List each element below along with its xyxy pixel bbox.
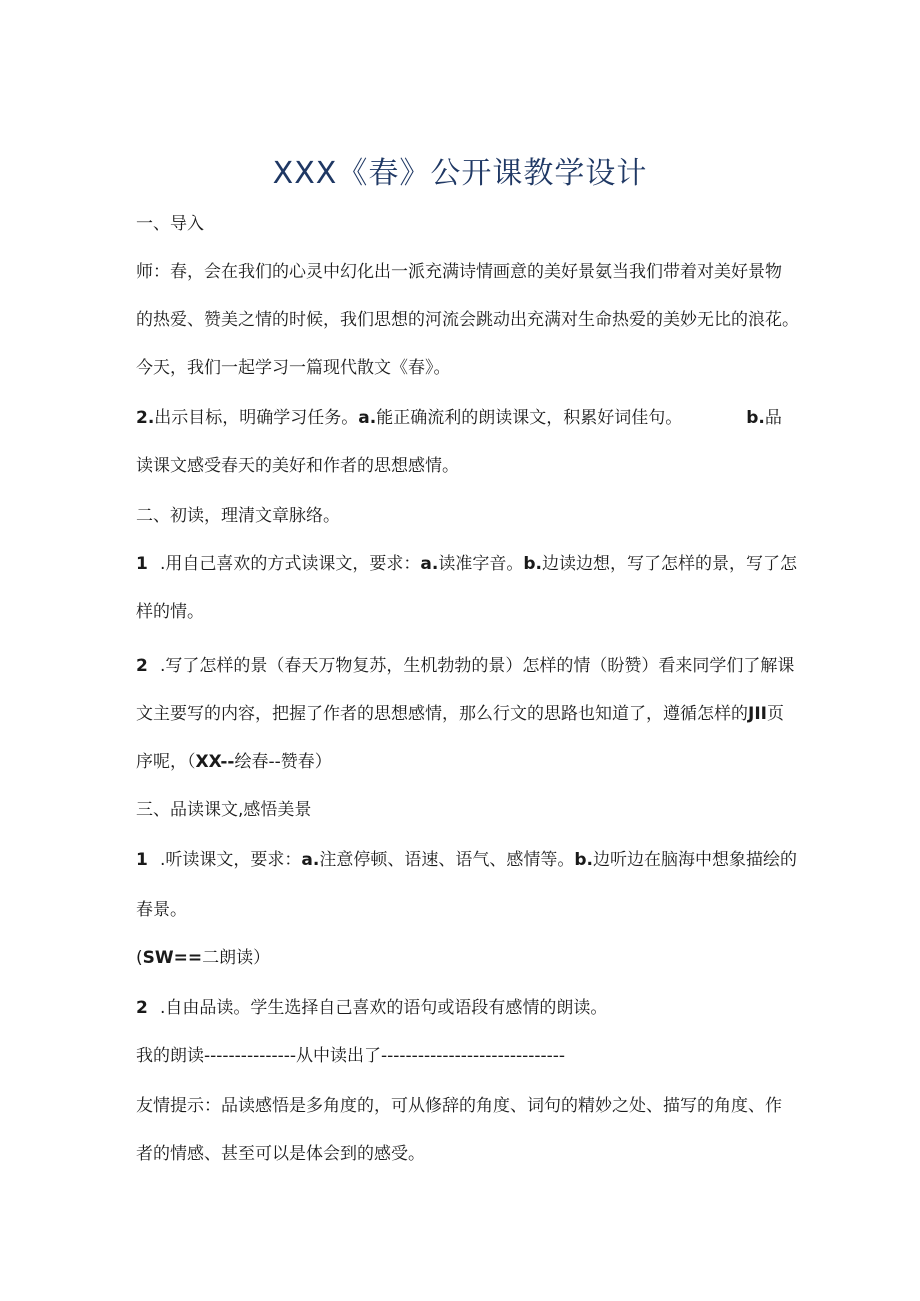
item-marker: a. [420,554,439,574]
list-item-text: 读准字音。 [438,554,524,574]
item-marker: b. [574,850,593,870]
list-item-text: .用自己喜欢的方式读课文，要求： [160,554,421,574]
list-item-line [136,850,797,870]
paragraph-line: 读课文感受春天的美好和作者的思想感情。 [136,456,459,476]
item-number: 1 [136,850,148,870]
item-marker: b. [523,554,542,574]
list-item-line [136,656,794,676]
garbled-text: SW== [142,948,203,968]
paragraph-line: 者的情感、甚至可以是体会到的感受。 [136,1144,425,1164]
paragraph-line [136,704,784,724]
paragraph-text: ( [136,948,143,968]
objective-b-text: 品 [764,408,782,428]
garbled-text: XX-- [195,752,235,772]
list-item-text: .自由品读。学生选择自己喜欢的语句或语段有感情的朗读。 [160,998,608,1018]
list-item-text: 边听边在脑海中想象描绘的 [592,850,797,870]
section-heading-first-reading: 二、初读，理清文章脉络。 [136,506,340,526]
item-number: 2 [136,656,148,676]
paragraph-text: 二朗读） [202,948,271,968]
paragraph-text: 绘春--赞春） [234,752,332,772]
paragraph-line: 今天，我们一起学习一篇现代散文《春》。 [136,358,451,378]
garbled-text: JII [748,704,767,724]
section-heading-close-reading: 三、品读课文,感悟美景 [136,800,312,820]
list-item-text: .写了怎样的景（春天万物复苏，生机勃勃的景）怎样的情（盼赞）看来同学们了解课 [160,656,795,676]
item-number: 2. [136,408,155,428]
objectives-line [136,408,782,428]
item-marker: a. [301,850,320,870]
list-item-text: .听读课文，要求： [160,850,302,870]
reading-fill-line: 我的朗读---------------从中读出了------------------------------ [136,1046,566,1066]
paragraph-line: 友情提示：品读感悟是多角度的，可从修辞的角度、词句的精妙之处、描写的角度、作 [136,1096,782,1116]
paragraph-line [136,752,332,772]
paragraph-text: 序呢，（ [136,752,196,772]
item-marker: a. [358,408,377,428]
paragraph-line: 春景。 [136,900,187,920]
list-item-text: 注意停顿、语速、语气、感情等。 [319,850,575,870]
list-item-line [136,998,607,1018]
paragraph-line: 的热爱、赞美之情的时候，我们思想的河流会跳动出充满对生命热爱的美妙无比的浪花。 [136,310,799,330]
paragraph-line: 样的情。 [136,602,204,622]
item-marker: b. [746,408,765,428]
document-title: XXX《春》公开课教学设计 [272,156,648,191]
list-item-line [136,554,797,574]
section-heading-intro: 一、导入 [136,214,204,234]
list-item-text: 边读边想，写了怎样的景，写了怎 [541,554,797,574]
paragraph-text: 页 [766,704,784,724]
objective-a-text: 能正确流利的朗读课文，积累好词佳句。 [376,408,683,428]
objectives-text: 出示目标，明确学习任务。 [154,408,359,428]
paragraph-text: 文主要写的内容，把握了作者的思想感情，那么行文的思路也知道了，遵循怎样的 [136,704,748,724]
paragraph-line [136,948,270,968]
paragraph-line: 师：春，会在我们的心灵中幻化出一派充满诗情画意的美好景氨当我们带着对美好景物 [136,262,782,282]
item-number: 2 [136,998,148,1018]
item-number: 1 [136,554,148,574]
